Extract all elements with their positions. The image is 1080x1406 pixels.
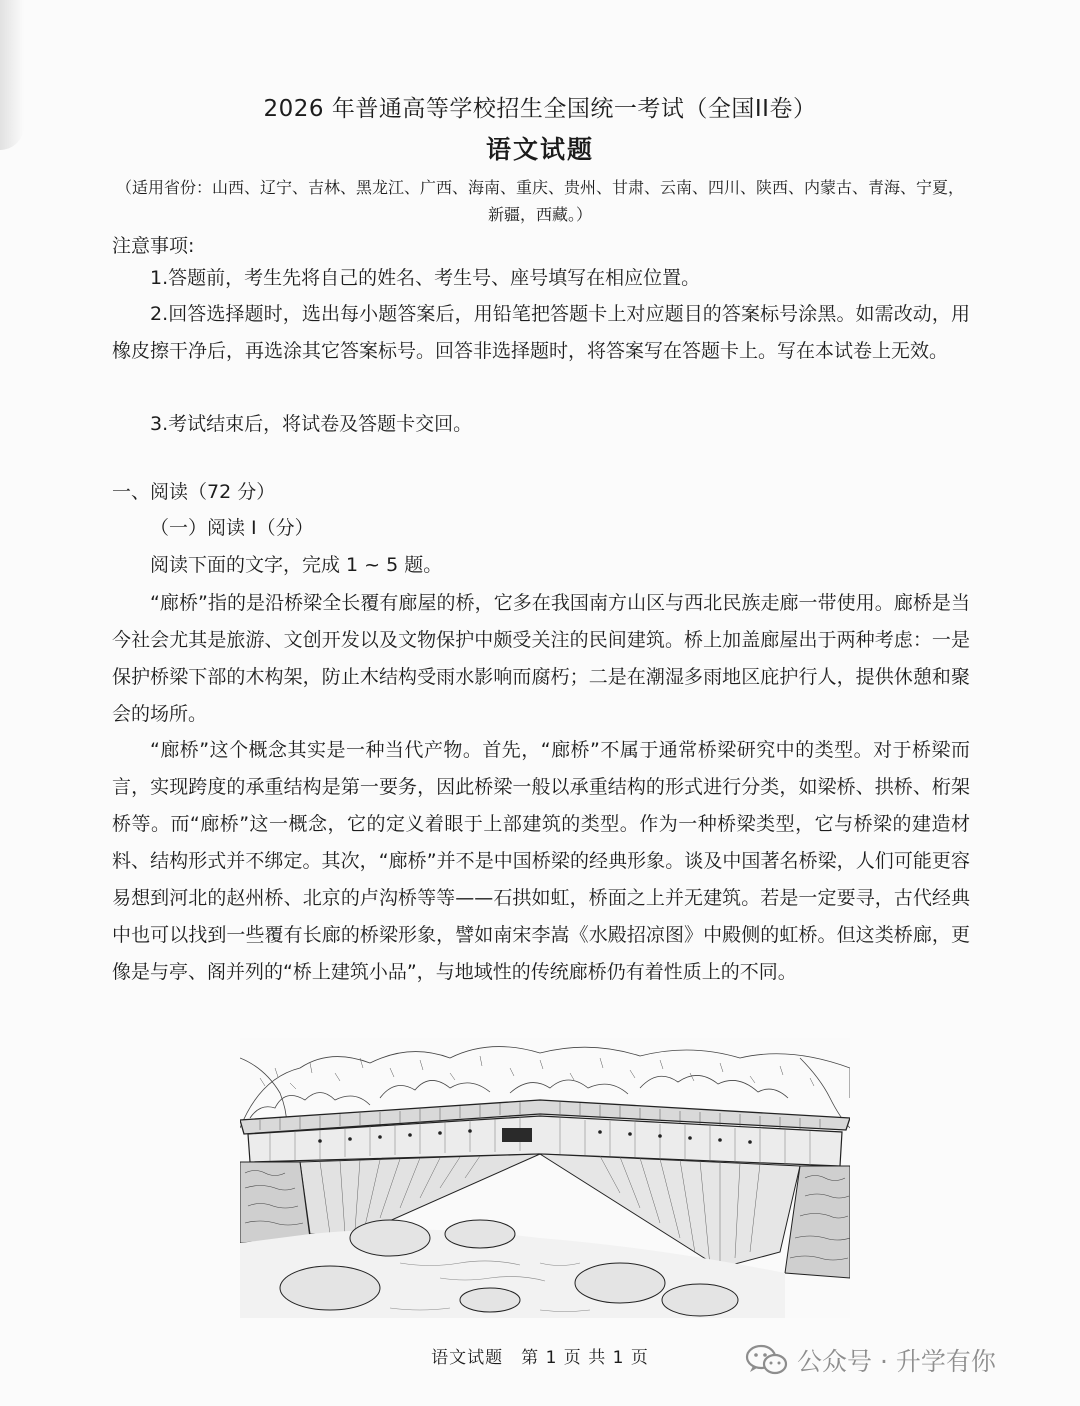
wechat-watermark [745,1342,996,1378]
applicable-provinces: （适用省份：山西、辽宁、吉林、黑龙江、广西、海南、重庆、贵州、甘肃、云南、四川、陕西、内蒙古、青海、宁夏，新疆，西藏。） [115,178,964,224]
sub-section-heading: （一）阅读 I（分） [150,517,314,539]
wechat-icon [745,1344,789,1376]
notice-item-2: 2.回答选择题时，选出每小题答案后，用铅笔把答题卡上对应题目的答案标号涂黑。如需改动，用橡皮擦干净后，再选涂其它答案标号。回答非选择题时，将答案写在答题卡上。写在本试卷上无效。 [112,303,970,362]
reading-instruction: 阅读下面的文字，完成 1 ~ 5 题。 [150,554,443,576]
section-heading: 一、阅读（72 分） [112,481,276,503]
page-edge-shadow [0,0,24,150]
covered-bridge-illustration [240,1038,850,1318]
exam-subtitle: 语文试题 [485,135,594,164]
notice-item-3: 3.考试结束后，将试卷及答题卡交回。 [150,413,473,435]
page-footer: 语文试题 第 1 页 共 1 页 [431,1348,649,1368]
exam-title: 2026 年普通高等学校招生全国统一考试（全国II卷） [263,96,817,122]
notice-heading: 注意事项: [112,235,195,257]
watermark-text: 公众号 · 升学有你 [797,1347,996,1376]
notice-item-1: 1.答题前，考生先将自己的姓名、考生号、座号填写在相应位置。 [150,267,701,289]
paragraph-2: “廊桥”这个概念其实是一种当代产物。首先，“廊桥”不属于通常桥梁研究中的类型。对于桥梁而言，实现跨度的承重结构是第一要务，因此桥梁一般以承重结构的形式进行分类，如梁桥、拱桥、桁架桥等。而“廊桥”这一概念，它的定义着眼于上部建筑的类型。作为一种桥梁类型，它与桥梁的建造材料、结构形式并不绑定。其次，“廊桥”并不是中国桥梁的经典形象。谈及中国著名桥梁，人们可能更容易想到河北的赵州桥、北京的卢沟桥等等——石拱如虹，桥面之上并无建筑。若是一定要寻，古代经典中也可以找到一些覆有长廊的桥梁形象，譬如南宋李嵩《水殿招凉图》中殿侧的虹桥。但这类桥廊，更像是与亭、阁并列的“桥上建筑小品”，与地域性的传统廊桥仍有着性质上的不同。 [112,739,970,983]
paragraph-1: “廊桥”指的是沿桥梁全长覆有廊屋的桥，它多在我国南方山区与西北民族走廊一带使用。廊桥是当今社会尤其是旅游、文创开发以及文物保护中颇受关注的民间建筑。桥上加盖廊屋出于两种考虑：一是保护桥梁下部的木构架，防止木结构受雨水影响而腐朽；二是在潮湿多雨地区庇护行人，提供休憩和聚会的场所。 [112,592,970,725]
